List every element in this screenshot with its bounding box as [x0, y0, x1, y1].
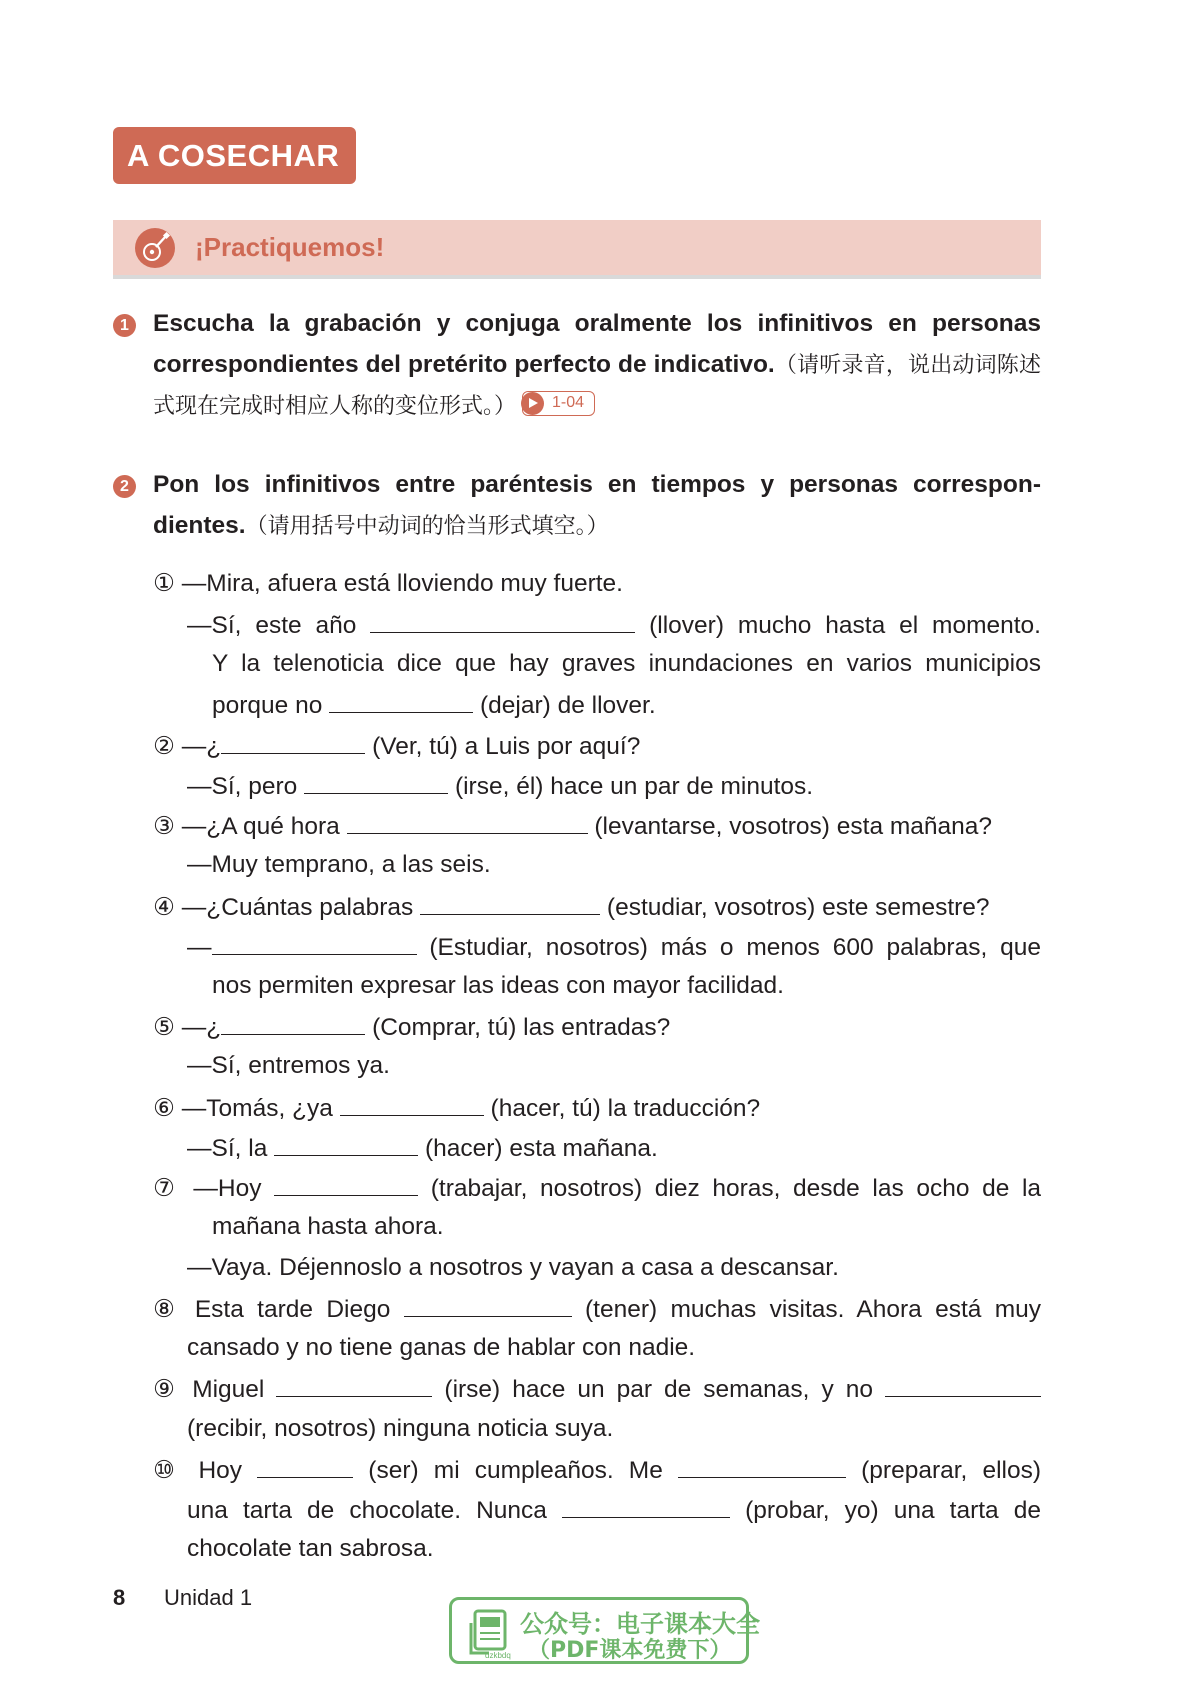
item-text: (irse) hace un par de semanas, y no [444, 1376, 873, 1403]
item-text: (trabajar, nosotros) diez horas, desde las ocho de la [430, 1175, 1042, 1202]
item-text: (llover) mucho hasta el momento. [649, 612, 1041, 639]
watermark-line-1: 公众号：电子课本大全 [520, 1610, 760, 1638]
item-text: Esta tarde Diego [194, 1296, 391, 1323]
item-7-line-b [212, 1207, 444, 1247]
item-text: —Sí, la [187, 1135, 268, 1162]
item-text: —¿Cuántas palabras [181, 894, 414, 921]
item-8-line-b [187, 1328, 695, 1368]
item-marker: ⑥ [153, 1095, 175, 1122]
item-text: — [187, 934, 212, 961]
book-icon [469, 1609, 509, 1657]
item-9-line-a [153, 1368, 1041, 1408]
practice-title: ¡Practiquemos! [195, 232, 385, 262]
item-text: —¿A qué hora [181, 813, 340, 840]
exercise-1-instructions [153, 304, 1041, 428]
item-text: —¿ [181, 733, 222, 760]
item-text: —Sí, este año [187, 612, 357, 639]
item-text: (tener) muchas visitas. Ahora está muy [584, 1296, 1042, 1323]
play-icon [521, 392, 544, 415]
answer-blank[interactable] [274, 1127, 418, 1156]
answer-blank[interactable] [221, 725, 365, 754]
watermark-badge [449, 1597, 760, 1664]
section-tag: A COSECHAR [113, 127, 356, 184]
item-9-line-b [187, 1409, 613, 1449]
audio-track-button[interactable] [522, 391, 595, 416]
item-text: Hoy [198, 1457, 243, 1484]
answer-blank[interactable] [304, 765, 448, 794]
item-text: mañana hasta ahora. [212, 1213, 444, 1240]
item-text: —Muy temprano, a las seis. [187, 851, 491, 878]
answer-blank[interactable] [221, 1006, 365, 1035]
answer-blank[interactable] [347, 805, 588, 834]
unit-label: Unidad 1 [164, 1585, 253, 1610]
item-1-line-c [212, 644, 1041, 684]
item-text: Miguel [192, 1376, 265, 1403]
item-5-line-a [153, 1006, 670, 1046]
item-marker: ⑤ [153, 1014, 175, 1041]
item-4-line-a [153, 886, 990, 926]
item-text: —Sí, pero [187, 773, 298, 800]
item-text: —Vaya. Déjennoslo a nosotros y vayan a casa a descansar. [187, 1254, 839, 1281]
answer-blank[interactable] [274, 1167, 418, 1196]
item-text: (hacer, tú) la traducción? [490, 1095, 761, 1122]
item-text: cansado y no tiene ganas de hablar con nadie. [187, 1334, 696, 1361]
exercise-2-translation: （请用括号中动词的恰当形式填空。） [245, 513, 609, 539]
answer-blank[interactable] [420, 886, 600, 915]
item-text: (preparar, ellos) [861, 1457, 1042, 1484]
item-text: una tarta de chocolate. Nunca [187, 1497, 547, 1524]
item-marker: ⑧ [153, 1296, 182, 1323]
item-10-line-c [187, 1529, 434, 1569]
item-7-line-a [153, 1167, 1041, 1207]
item-6-line-b [187, 1127, 658, 1167]
item-10-line-b [187, 1489, 1041, 1529]
item-text: (Estudiar, nosotros) más o menos 600 palabras, que [429, 934, 1041, 961]
item-marker: ⑩ [153, 1457, 184, 1484]
item-text: (estudiar, vosotros) este semestre? [606, 894, 990, 921]
audio-track-label: 1-04 [552, 394, 585, 412]
exercise-1-translation: （请听录音，说出动词陈述式现在完成时相应人称的变位形式。） [153, 352, 1041, 419]
item-3-line-b [187, 845, 491, 885]
item-text: (probar, yo) una tarta de [745, 1497, 1041, 1524]
exercise-2-instructions [153, 465, 1041, 547]
answer-blank[interactable] [370, 604, 635, 633]
item-4-line-c [212, 966, 784, 1006]
item-text: —Hoy [193, 1175, 262, 1202]
item-text: (Ver, tú) a Luis por aquí? [372, 733, 641, 760]
item-text: chocolate tan sabrosa. [187, 1535, 434, 1562]
answer-blank[interactable] [404, 1288, 572, 1317]
item-text: (irse, él) hace un par de minutos. [454, 773, 814, 800]
answer-blank[interactable] [885, 1368, 1041, 1397]
item-3-line-a [153, 805, 992, 845]
exercise-2-text: Pon los infinitivos entre paréntesis en tiempos y personas correspon-dientes. [153, 471, 1041, 539]
answer-blank[interactable] [257, 1449, 353, 1478]
item-marker: ④ [153, 894, 175, 921]
item-10-line-a [153, 1449, 1041, 1489]
answer-blank[interactable] [562, 1489, 730, 1518]
item-1-line-d [212, 684, 656, 724]
item-text: —¿ [181, 1014, 222, 1041]
item-1-line-b [187, 604, 1041, 644]
item-text: (dejar) de llover. [479, 692, 656, 719]
watermark-line-2: （PDF课本免费下） [528, 1638, 732, 1663]
item-1-line-a [153, 564, 623, 604]
item-2-line-a [153, 725, 640, 765]
item-text: Y la telenoticia dice que hay graves inundaciones en varios municipios [212, 650, 1041, 677]
item-7-line-c [187, 1248, 839, 1288]
answer-blank[interactable] [340, 1087, 484, 1116]
answer-blank[interactable] [276, 1368, 432, 1397]
item-6-line-a [153, 1087, 760, 1127]
item-text: (recibir, nosotros) ninguna noticia suya. [187, 1415, 614, 1442]
item-text: nos permiten expresar las ideas con mayor facilidad. [212, 972, 784, 999]
watermark-small-text: dzkbdq [485, 1651, 511, 1660]
answer-blank[interactable] [212, 926, 417, 955]
item-text: —Sí, entremos ya. [187, 1052, 390, 1079]
exercise-2-number: 2 [113, 475, 136, 498]
item-text: —Tomás, ¿ya [181, 1095, 333, 1122]
item-marker: ① [153, 570, 175, 597]
item-marker: ⑨ [153, 1376, 181, 1403]
item-5-line-b [187, 1046, 390, 1086]
answer-blank[interactable] [329, 684, 473, 713]
item-2-line-b [187, 765, 813, 805]
item-marker: ② [153, 733, 175, 760]
practice-banner [113, 220, 1041, 275]
exercise-1-number: 1 [113, 314, 136, 337]
item-text: (hacer) esta mañana. [424, 1135, 658, 1162]
item-8-line-a [153, 1288, 1041, 1328]
page-number: 8 [113, 1585, 126, 1610]
guitar-icon [135, 228, 175, 268]
exercise-1-text: Escucha la grabación y conjuga oralmente los infinitivos en personas correspondientes del pretérito perfecto de indicativo. [153, 310, 1041, 378]
item-text: porque no [212, 692, 323, 719]
item-text: —Mira, afuera está lloviendo muy fuerte. [181, 570, 623, 597]
item-4-line-b [187, 926, 1041, 966]
item-text: (levantarse, vosotros) esta mañana? [594, 813, 993, 840]
item-marker: ③ [153, 813, 175, 840]
answer-blank[interactable] [678, 1449, 846, 1478]
item-text: (Comprar, tú) las entradas? [372, 1014, 671, 1041]
item-marker: ⑦ [153, 1175, 181, 1202]
item-text: (ser) mi cumpleaños. Me [368, 1457, 663, 1484]
